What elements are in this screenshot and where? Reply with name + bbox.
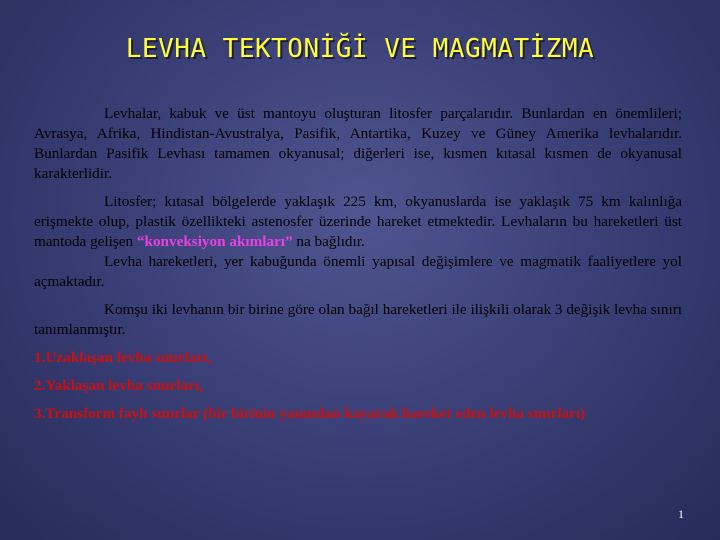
boundary-item-divergent: 1.Uzaklaşan levha sınırları, xyxy=(34,349,212,366)
page-number: 1 xyxy=(678,507,684,521)
slide-body xyxy=(34,104,682,424)
paragraph-lithosphere-text: Litosfer; kıtasal bölgelerde yaklaşık 225 km, okyanuslarda ise yaklaşık 75 km kalınlığa erişmekte olup, plastik özellikteki astenosfer üzerinde hareket etmektedir. Levhaların bu hareketleri üst mantoda gelişen xyxy=(34,193,682,250)
convection-currents-highlight: “konveksiyon akımları” xyxy=(136,233,293,250)
paragraph-plate-movements: Levha hareketleri, yer kabuğunda önemli yapısal değişimlere ve magmatik faaliyetlere yol açmaktadır. xyxy=(34,253,682,290)
boundary-item-convergent: 2.Yaklaşan levha sınırları, xyxy=(34,377,203,394)
paragraph-boundaries: Komşu iki levhanın bir birine göre olan bağıl hareketleri ile ilişkili olarak 3 değişik levha sınırı tanımlanmıştır. xyxy=(34,301,682,338)
paragraph-plates: Levhalar, kabuk ve üst mantoyu oluşturan litosfer parçalarıdır. Bunlardan en önemlileri; Avrasya, Afrika, Hindistan-Avustralya, Pasifik, Antartika, Kuzey ve Güney Amerika levhalarıdır. Bunlardan Pasifik Levhası tamamen okyanusal; diğerleri ise, kısmen kıtasal kısmen de okyanusal karakterlidir. xyxy=(34,105,682,182)
paragraph-lithosphere xyxy=(34,192,682,252)
boundary-item-transform: 3.Transform faylı sınırlar (bir birinin yanından kayarak hareket eden levha sınırları) xyxy=(34,405,586,422)
paragraph-lithosphere-end: na bağlıdır. xyxy=(292,233,365,250)
slide-title: LEVHA TEKTONİĞİ VE MAGMATİZMA xyxy=(125,34,595,64)
